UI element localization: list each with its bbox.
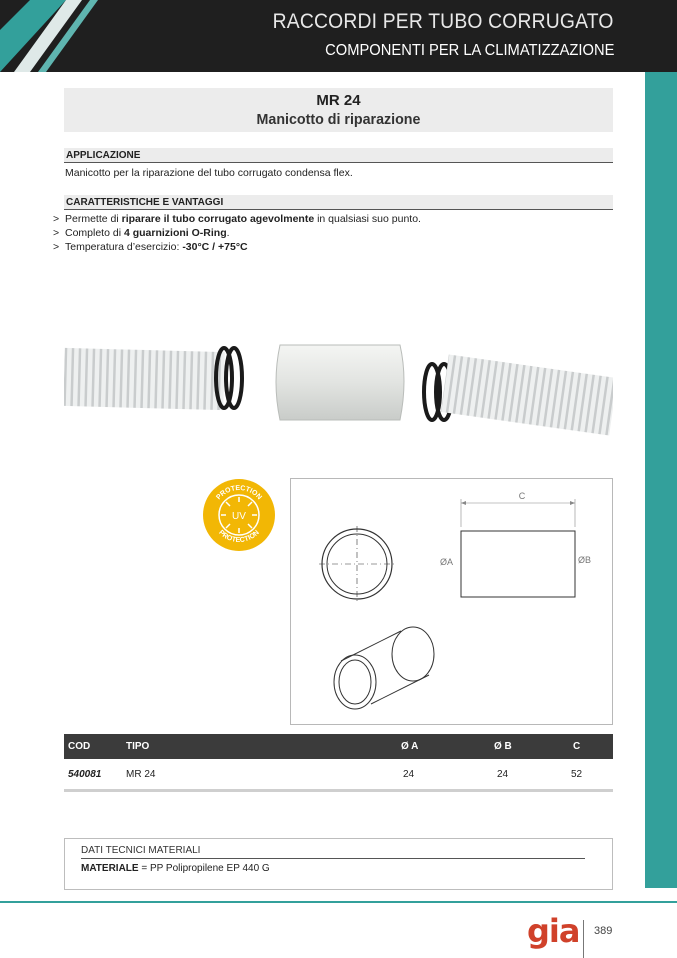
bullet-marker: > xyxy=(53,213,60,225)
cell-tipo: MR 24 xyxy=(126,769,156,780)
bullet-marker: > xyxy=(53,241,60,253)
feature-item xyxy=(53,213,421,225)
feature-text-bold: -30°C / +75°C xyxy=(182,241,248,253)
feature-text: Completo di xyxy=(65,227,124,239)
col-header-diam-b: Ø B xyxy=(494,741,512,752)
product-name: Manicotto di riparazione xyxy=(256,111,421,128)
table-header xyxy=(64,734,613,759)
material-value: = PP Polipropilene EP 440 G xyxy=(138,863,270,874)
repair-sleeve xyxy=(276,345,404,420)
feature-text: . xyxy=(226,227,230,239)
dimension-label-b: ØB xyxy=(578,555,592,565)
application-text: Manicotto per la riparazione del tubo corrugato condensa flex. xyxy=(65,167,353,179)
tech-data-box xyxy=(64,838,613,890)
brand-logo: gia xyxy=(527,912,580,950)
feature-text: in qualsiasi suo punto. xyxy=(314,213,421,225)
material-line xyxy=(81,863,270,874)
material-label: MATERIALE xyxy=(81,863,139,874)
uv-protection-badge xyxy=(202,478,276,552)
side-accent-band xyxy=(645,72,677,888)
corrugated-tube-left xyxy=(64,348,225,410)
features-heading: CARATTERISTICHE E VANTAGGI xyxy=(64,195,613,210)
tech-data-title: DATI TECNICI MATERIALI xyxy=(81,845,585,859)
subcategory-title: COMPONENTI PER LA CLIMATIZZAZIONE xyxy=(324,42,614,59)
col-header-diam-a: Ø A xyxy=(401,741,419,752)
table-row xyxy=(64,762,613,787)
corrugated-tube-right xyxy=(441,354,613,435)
cell-c: 52 xyxy=(571,769,583,780)
cell-cod: 540081 xyxy=(68,769,102,780)
side-view xyxy=(461,499,575,597)
product-code: MR 24 xyxy=(316,92,361,109)
application-heading: APPLICAZIONE xyxy=(64,148,613,163)
col-header-tipo: TIPO xyxy=(126,741,150,752)
feature-item xyxy=(53,241,248,253)
page-header xyxy=(0,0,677,72)
cell-diam-b: 24 xyxy=(497,769,509,780)
badge-center-text: UV xyxy=(232,511,246,522)
col-header-cod: COD xyxy=(68,741,91,752)
badge-top-text: PROTECTION xyxy=(215,484,263,502)
feature-item xyxy=(53,227,230,239)
feature-text-bold: 4 guarnizioni O-Ring xyxy=(123,227,227,239)
footer-rule xyxy=(0,901,677,903)
page-number: 389 xyxy=(594,925,613,937)
feature-text: Temperatura d’esercizio: xyxy=(65,241,183,253)
feature-text-bold: riparare il tubo corrugato agevolmente xyxy=(121,213,315,225)
table-bottom-rule xyxy=(64,789,613,792)
front-view xyxy=(319,526,395,602)
dimension-label-a: ØA xyxy=(440,557,454,567)
col-header-c: C xyxy=(573,741,581,752)
bullet-marker: > xyxy=(53,227,60,239)
product-title-box xyxy=(64,88,613,132)
category-title: RACCORDI PER TUBO CORRUGATO xyxy=(273,10,614,33)
feature-text: Permette di xyxy=(65,213,122,225)
cell-diam-a: 24 xyxy=(403,769,415,780)
header-stripes-decoration xyxy=(0,0,110,72)
technical-drawing xyxy=(290,478,613,725)
product-photo xyxy=(64,330,613,450)
footer-separator xyxy=(583,920,584,958)
perspective-view xyxy=(334,627,434,709)
dimension-label-c: C xyxy=(518,491,526,501)
badge-bottom-text: PROTECTION xyxy=(217,529,261,545)
